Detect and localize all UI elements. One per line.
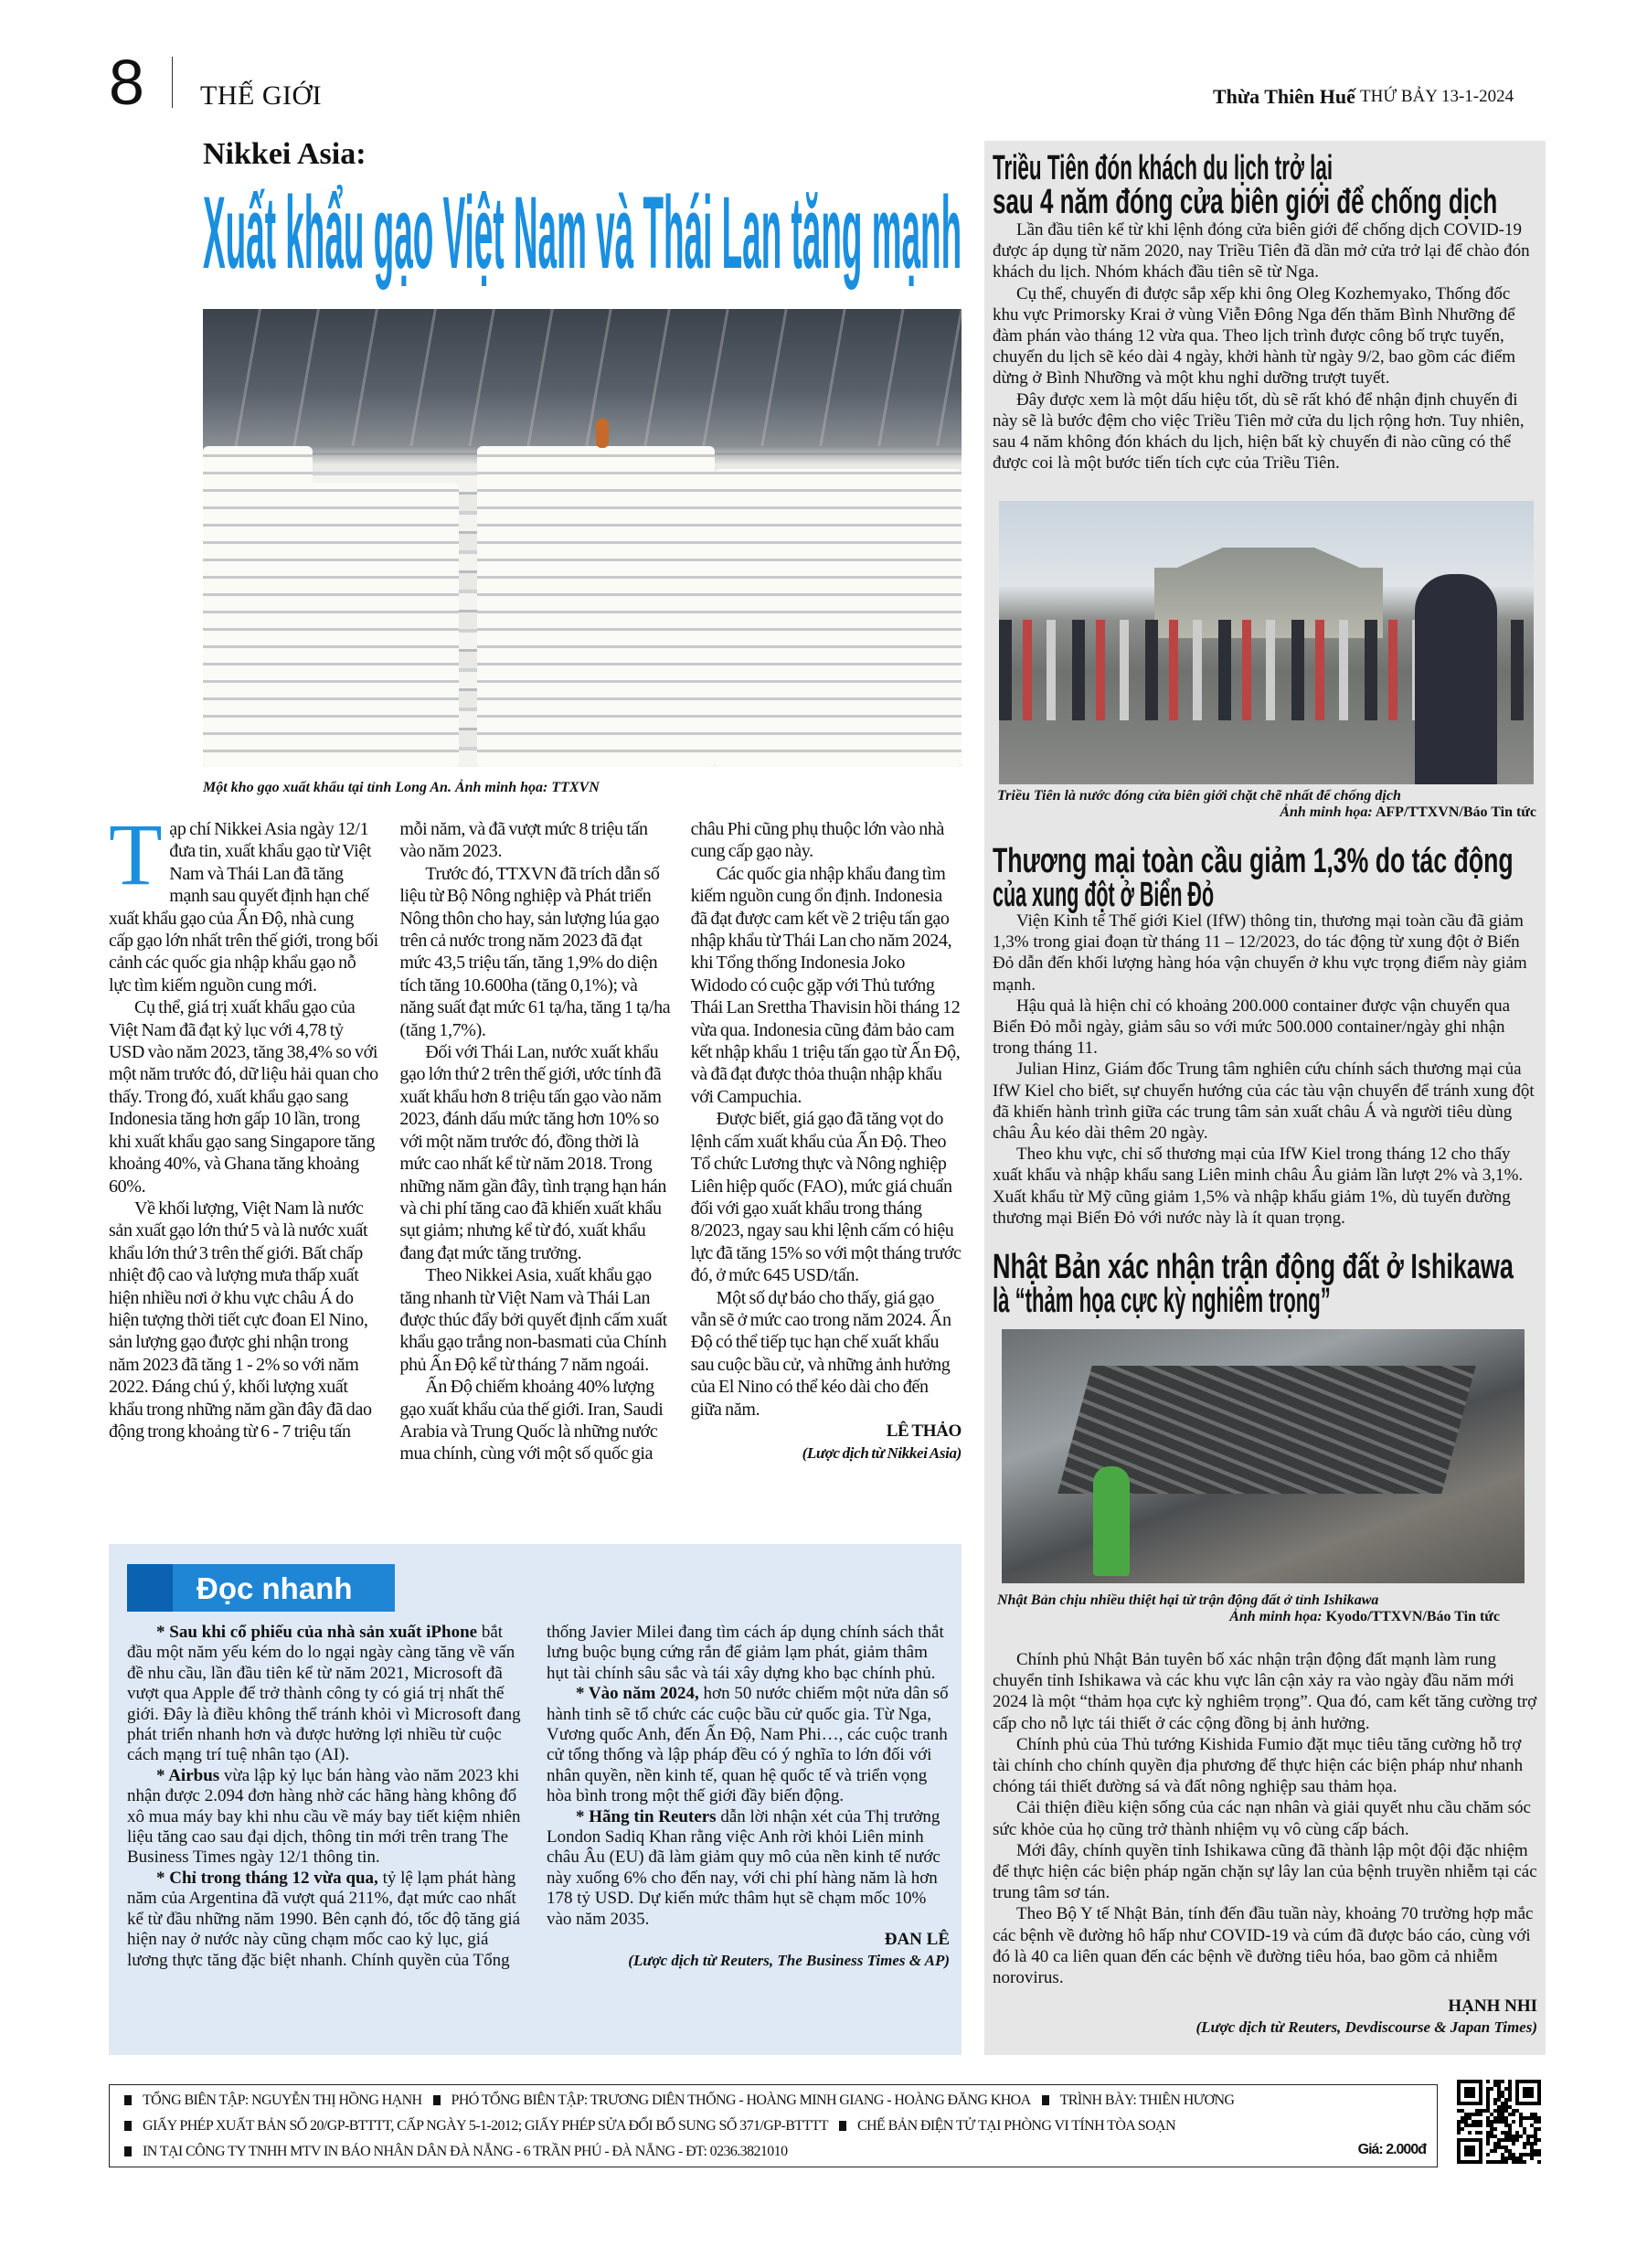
issue-date: THỨ BẢY 13-1-2024 (1360, 87, 1514, 106)
page-number: 8 (109, 47, 144, 118)
pyongyang-tourists-photo (999, 501, 1534, 784)
news-item (547, 1684, 950, 1806)
paragraph: Cải thiện điều kiện sống của các nạn nhân và giải quyết nhu cầu chăm sóc sức khỏe của họ cũng trở thành nhiệm vụ vô cùng cấp bách. (993, 1798, 1531, 1839)
drop-cap: T (109, 805, 163, 903)
paragraph: Một số dự báo cho thấy, giá gạo vẫn sẽ ở mức cao trong năm 2024. Ấn Độ có thể tiếp tục hạn chế xuất khẩu sau cuộc bầu cử, và những ảnh hưởng của El Nino có thể kéo dài cho đến giữa năm. (690, 1287, 951, 1420)
paragraph: Theo khu vực, chỉ số thương mại của IfW Kiel trong tháng 12 cho thấy xuất khẩu và nhập khẩu sang Liên minh châu Âu giảm lần lượt 2% và 3,1%. Xuất khẩu từ Mỹ cũng giảm 1,5% và nhập khẩu giảm 1%, dù tuyến đường thương mại Biển Đỏ với nước này là ít quan trọng. (993, 1145, 1524, 1228)
paragraph: Chính phủ Nhật Bản tuyên bố xác nhận trận động đất mạnh làm rung chuyển tỉnh Ishikawa và các khu vực lân cận xảy ra vào ngày đầu năm mới 2024 là một “thảm họa cực kỳ nghiêm trọng”. Qua đó, cam kết tăng cường trợ cấp cho nỗ lực tái thiết ở các cộng đồng bị ảnh hưởng. (993, 1650, 1537, 1733)
section-title: THẾ GIỚI (200, 80, 323, 111)
paragraph: Theo Nikkei Asia, xuất khẩu gạo tăng nhanh từ Việt Nam và Thái Lan được thúc đẩy bởi quyết định cấm xuất khẩu gạo trắng non-basmati của Chính phủ Ấn Độ kể từ tháng 7 năm ngoái. (399, 1265, 667, 1375)
paragraph: Cụ thể, giá trị xuất khẩu gạo của Việt Nam đã đạt kỷ lục với 4,78 tỷ USD vào năm 2023, tăng 38,4% so với một năm trước đó, dữ liệu hải quan cho thấy. Trong đó, xuất khẩu gạo sang Indonesia tăng hơn gấp 10 lần, trong khi xuất khẩu gạo sang Singapore tăng khoảng 40%, và Ghana tăng khoảng 60%. (109, 997, 378, 1197)
paragraph: Lần đầu tiên kể từ khi lệnh đóng cửa biên giới để chống dịch COVID-19 được áp dụng từ năm 2020, nay Triều Tiên đã dần mở cửa trở lại để chào đón khách du lịch. Nhóm khách đầu tiên sẽ từ Nga. (993, 220, 1530, 282)
news-item (547, 1807, 950, 1930)
paragraph: ạp chí Nikkei Asia ngày 12/1 đưa tin, xuất khẩu gạo từ Việt Nam và Thái Lan đã tăng mạnh sau quyết định hạn chế xuất khẩu gạo của Ấn Độ, nhà cung cấp gạo lớn nhất trên thế giới, trong bối cảnh các quốc gia nhập khẩu gạo nỗ lực tìm kiếm nguồn cung mới. (109, 819, 378, 996)
paragraph: Chính phủ của Thủ tướng Kishida Fumio đặt mục tiêu tăng cường hỗ trợ tài chính cho chính quyền địa phương để thực hiện các biện pháp như nhanh chóng tái thiết đường sá và đất nông nghiệp sau thảm họa. (993, 1734, 1524, 1797)
worker-figure (596, 419, 609, 448)
quick-read-title: Đọc nhanh (197, 1571, 353, 1605)
nk-headline: Triều Tiên đón khách du lịch trở lại sau 4 năm đóng cửa biên giới để chống dịch (993, 149, 1498, 221)
nk-body (993, 219, 1537, 474)
item-text: dẫn lời nhận xét của Thị trưởng London Sadiq Khan rằng việc Anh rời khỏi Liên minh châu Âu (EU) đã làm giảm quy mô của nền kinh tế nước này xuống 6% cho đến nay, với chi phí hàng năm là hơn 178 tỷ USD. Dự kiến mức thâm hụt sẽ chạm mốc 10% vào năm 2035. (547, 1806, 940, 1929)
article-kicker: Nikkei Asia: (203, 137, 367, 171)
source-note: (Lược dịch từ Nikkei Asia) (802, 1444, 962, 1463)
author: LÊ THẢO (886, 1421, 962, 1441)
article-headline (203, 176, 962, 290)
item-lead: * Hãng tin Reuters (576, 1806, 717, 1826)
article-body (109, 805, 962, 1542)
item-text: tỷ lệ lạm phát hàng năm của Argentina đã vượt quá 211%, đạt mức cao nhất kể từ đầu những năm 1990. Bên cạnh đó, tốc độ tăng giá hiện nay ở nước này cũng chạm mốc cao kỷ lục, giá lương thực tăng đặc biệt nhanh. Chính quyền của Tổng thống Javier Milei đang tìm cách áp dụng chính sách thắt lưng buộc bụng cứng rắn để giảm lạm phát, giảm thâm hụt tài chính sâu sắc và tái xây dựng kho bạc chính phủ. (127, 1623, 944, 1970)
paragraph: Cụ thể, chuyến đi được sắp xếp khi ông Oleg Kozhemyako, Thống đốc khu vực Primorsky Krai ở vùng Viễn Đông Nga đến thăm Bình Nhưỡng để đàm phán vào tháng 12 vừa qua. Theo lịch trình được công bố trực tuyến, chuyến du lịch sẽ kéo dài 4 ngày, khởi hành từ ngày 9/2, bao gồm các điểm dừng ở Bình Nhưỡng và một khu nghỉ dưỡng trượt tuyết. (993, 283, 1516, 389)
paragraph: Julian Hinz, Giám đốc Trung tâm nghiên cứu chính sách thương mại của IfW Kiel cho biết, sự chuyển hướng của các tàu vận chuyển để tránh xung đột đã khiến hành trình giữa các trung tâm sản xuất châu Á và người tiêu dùng châu Âu kéo dài thêm 20 ngày. (993, 1059, 1535, 1144)
paragraph: Được biết, giá gạo đã tăng vọt do lệnh cấm xuất khẩu của Ấn Độ. Theo Tổ chức Lương thực và Nông nghiệp Liên hiệp quốc (FAO), mức giá chuẩn đối với gạo xuất khẩu trong tháng 8/2023, ngay sau khi lệnh cấm có hiệu lực đã tăng 15% so với một tháng trước đó, ở mức 645 USD/tấn. (690, 1109, 962, 1286)
item-lead: * Sau khi cổ phiếu của nhà sản xuất iPhone (156, 1623, 478, 1642)
japan-headline: Nhật Bản xác nhận trận động đất ở Ishikawa là “thảm họa cực kỳ nghiêm trọng” (993, 1248, 1514, 1320)
photo-caption: Một kho gạo xuất khẩu tại tỉnh Long An. Ảnh minh họa: TTXVN (203, 780, 600, 795)
source-note: (Lược dịch từ Reuters, Devdiscourse & Japan Times) (1195, 2018, 1537, 2037)
paragraph: Đối với Thái Lan, nước xuất khẩu gạo lớn thứ 2 trên thế giới, ước tính đã xuất khẩu hơn 8 triệu tấn gạo vào năm 2023, đánh dấu mức tăng hơn 10% so với một năm trước đó, đồng thời là mức cao nhất kể từ năm 2018. Trong những năm gần đây, tình trạng hạn hán và chi phí tăng cao đã khiến xuất khẩu sụt giảm; nhưng kể từ đó, xuất khẩu đang đạt mức tăng trưởng. (399, 1042, 667, 1263)
item-text: bắt đầu một năm yếu kém do lo ngại ngày càng tăng về vấn đề nhu cầu, lần đầu tiên kể từ năm 2021, Microsoft đã vượt qua Apple để trở thành công ty có giá trị nhất thế giới. Đây là điều không thể tránh khỏi vì Microsoft đang phát triển nhanh hơn và được hưởng lợi nhiều từ cuộc cách mạng trí tuệ nhân tạo (AI). (127, 1623, 521, 1765)
item-text: hơn 50 nước chiếm một nửa dân số hành tinh sẽ tổ chức các cuộc bầu cử quốc gia. Từ Nga, Vương quốc Anh, đến Ấn Độ, Nam Phi…, các cuộc tranh cử tổng thống và lập pháp đều có ý nghĩa to lớn đối với nhân quyền, nền kinh tế, quan hệ quốc tế và triển vọng hòa bình trong một thế giới đầy biến động. (547, 1684, 949, 1806)
imprint-footer: TỔNG BIÊN TẬP: NGUYỄN THỊ HỒNG HẠNH PHÓ TỔNG BIÊN TẬP: TRƯƠNG DIÊN THỐNG - HOÀNG MINH GIANG - HOÀNG ĐĂNG KHOA TRÌNH BÀY: THIÊN HƯƠNG GIẤY PHÉP XUẤT BẢN SỐ 20/GP-BTTTT, CẤP NGÀY 5-1-2012; GIẤY PHÉP SỬA ĐỔI BỔ SUNG SỐ 371/GP-BTTTT CHẾ BẢN ĐIỆN TỬ TẠI PHÒNG VI TÍNH TÒA SOẠN IN TẠI CÔNG TY TNHH MTV IN BÁO NHÂN DÂN ĐÀ NẴNG - 6 TRẦN PHÚ - ĐÀ NẴNG - ĐT: 0236.3821010 Giá: 2.000đ (109, 2084, 1438, 2167)
japan-caption: Nhật Bản chịu nhiều thiệt hại từ trận động đất ở tỉnh Ishikawa Ảnh minh họa: Kyodo/TTXVN/Báo Tin tức (997, 1592, 1500, 1624)
paragraph: Mới đây, chính quyền tỉnh Ishikawa cũng đã thành lập một đội đặc nhiệm để thực hiện các biện pháp ngăn chặn sự lây lan của bệnh truyền nhiễm tại các trung tâm sơ tán. (993, 1840, 1537, 1903)
paragraph: Các quốc gia nhập khẩu đang tìm kiếm nguồn cung ổn định. Indonesia đã đạt được cam kết về 2 triệu tấn gạo nhập khẩu từ Thái Lan cho năm 2024, khi Tổng thống Indonesia Joko Widodo có cuộc gặp với Thủ tướng Thái Lan Srettha Thavisin hồi tháng 12 vừa qua. Indonesia cũng đảm bảo cam kết nhập khẩu 1 triệu tấn gạo từ Ấn Độ, và đã đạt được thỏa thuận nhập khẩu với Campuchia. (690, 863, 961, 1107)
paragraph: Trước đó, TTXVN đã trích dẫn số liệu từ Bộ Nông nghiệp và Phát triển Nông thôn cho hay, sản lượng lúa gạo trên cả nước trong năm 2023 đã đạt mức 43,5 triệu tấn, tăng 1,9% do diện tích tăng 10.600ha (tăng 0,1%); và năng suất đạt mức 61 tạ/ha, tăng 1 tạ/ha (tăng 1,7%). (399, 863, 671, 1040)
item-lead: * Airbus (156, 1765, 220, 1785)
quick-read-header (127, 1564, 395, 1612)
item-lead: * Chỉ trong tháng 12 vừa qua, (156, 1868, 378, 1888)
author: ĐAN LÊ (884, 1930, 950, 1950)
masthead: Thừa Thiên Huế (1213, 85, 1355, 108)
paragraph: Theo Bộ Y tế Nhật Bản, tính đến đầu tuần này, khoảng 70 trường hợp mắc các bệnh về đường hô hấp như COVID-19 và cúm đã được báo cáo, cùng với đó là 40 ca liên quan đến các bệnh về đường tiêu hóa, bao gồm cả nhiễm norovirus. (993, 1904, 1534, 1988)
quick-read-box (109, 1544, 962, 2055)
earthquake-damage-photo (1002, 1329, 1525, 1583)
nk-caption: Triều Tiên là nước đóng cửa biên giới chặt chẽ nhất để chống dịch Ảnh minh họa: AFP/TTXVN/Báo Tin tức (997, 788, 1536, 820)
quick-read-body (127, 1623, 950, 2043)
news-item (127, 1623, 530, 1766)
rice-warehouse-photo (203, 309, 962, 767)
paragraph: Về khối lượng, Việt Nam là nước sản xuất gạo lớn thứ 5 và là nước xuất khẩu lớn thứ 3 trên thế giới. Bất chấp nhiệt độ cao và lượng mưa thấp xuất hiện nhiều nơi ở khu vực châu Á do hiện tượng thời tiết cực đoan El Nino, sản lượng gạo được ghi nhận trong năm 2023 đã tăng 1 - 2% so với năm 2022. Đáng chú ý, khối lượng xuất khẩu trong những năm gần đây đã dao động trong khoảng từ 6 - 7 triệu tấn mỗi năm, và đã vượt mức 8 triệu tấn vào năm 2023. (109, 819, 648, 1442)
header-divider (172, 57, 173, 108)
trade-body (993, 910, 1537, 1229)
paragraph: Hậu quả là hiện chỉ có khoảng 200.000 container được vận chuyển qua Biển Đỏ mỗi ngày, giảm sâu so với mức 500.000 container/ngày ghi nhận trong tháng 11. (993, 996, 1511, 1059)
headline-text: Xuất khẩu gạo Việt Nam và Thái Lan tăng mạnh (203, 176, 962, 290)
news-item (127, 1766, 530, 1869)
item-lead: * Vào năm 2024, (576, 1684, 699, 1704)
paragraph: Viện Kinh tế Thế giới Kiel (IfW) thông tin, thương mại toàn cầu đã giảm 1,3% trong giai đoạn từ tháng 11 – 12/2023, do tác động từ xung đột ở Biển Đỏ dẫn đến khối lượng hàng hóa vận chuyển ở khu vực trọng điểm này giảm mạnh. (993, 911, 1527, 995)
qr-code[interactable] (1457, 2080, 1541, 2164)
paragraph: Đây được xem là một dấu hiệu tốt, dù sẽ rất khó để nhận định chuyến đi này sẽ là bước đệm cho việc Triều Tiên mở cửa du lịch rộng hơn. Tuy nhiên, sau 4 năm không đón khách du lịch, hiện bất kỳ chuyến đi nào cũng có thể được coi là một bước tiến tích cực của Triều Tiên. (993, 389, 1525, 474)
japan-body (993, 1649, 1537, 2039)
author: HẠNH NHI (1448, 1996, 1537, 2017)
paragraph: Ấn Độ chiếm khoảng 40% lượng gạo xuất khẩu của thế giới. Iran, Saudi Arabia và Trung Quốc là những nước mua chính, cùng với một số quốc gia châu Phi cũng phụ thuộc lớn vào nhà cung cấp gạo này. (399, 819, 945, 1464)
trade-headline: Thương mại toàn cầu giảm 1,3% do tác động của xung đột ở Biển Đỏ (993, 842, 1514, 914)
item-text: vừa lập kỷ lục bán hàng vào năm 2023 khi nhận được 2.094 đơn hàng nhờ các hãng hàng không đổ xô mua máy bay khi nhu cầu về máy bay tiết kiệm nhiên liệu tăng cao sau đại dịch, thông tin mới trên trang The Business Times ngày 12/1 thông tin. (127, 1765, 521, 1868)
sidebar-news (984, 141, 1546, 2055)
price: Giá: 2.000đ (1357, 2142, 1426, 2157)
source-note: (Lược dịch từ Reuters, The Business Times & AP) (628, 1951, 950, 1969)
